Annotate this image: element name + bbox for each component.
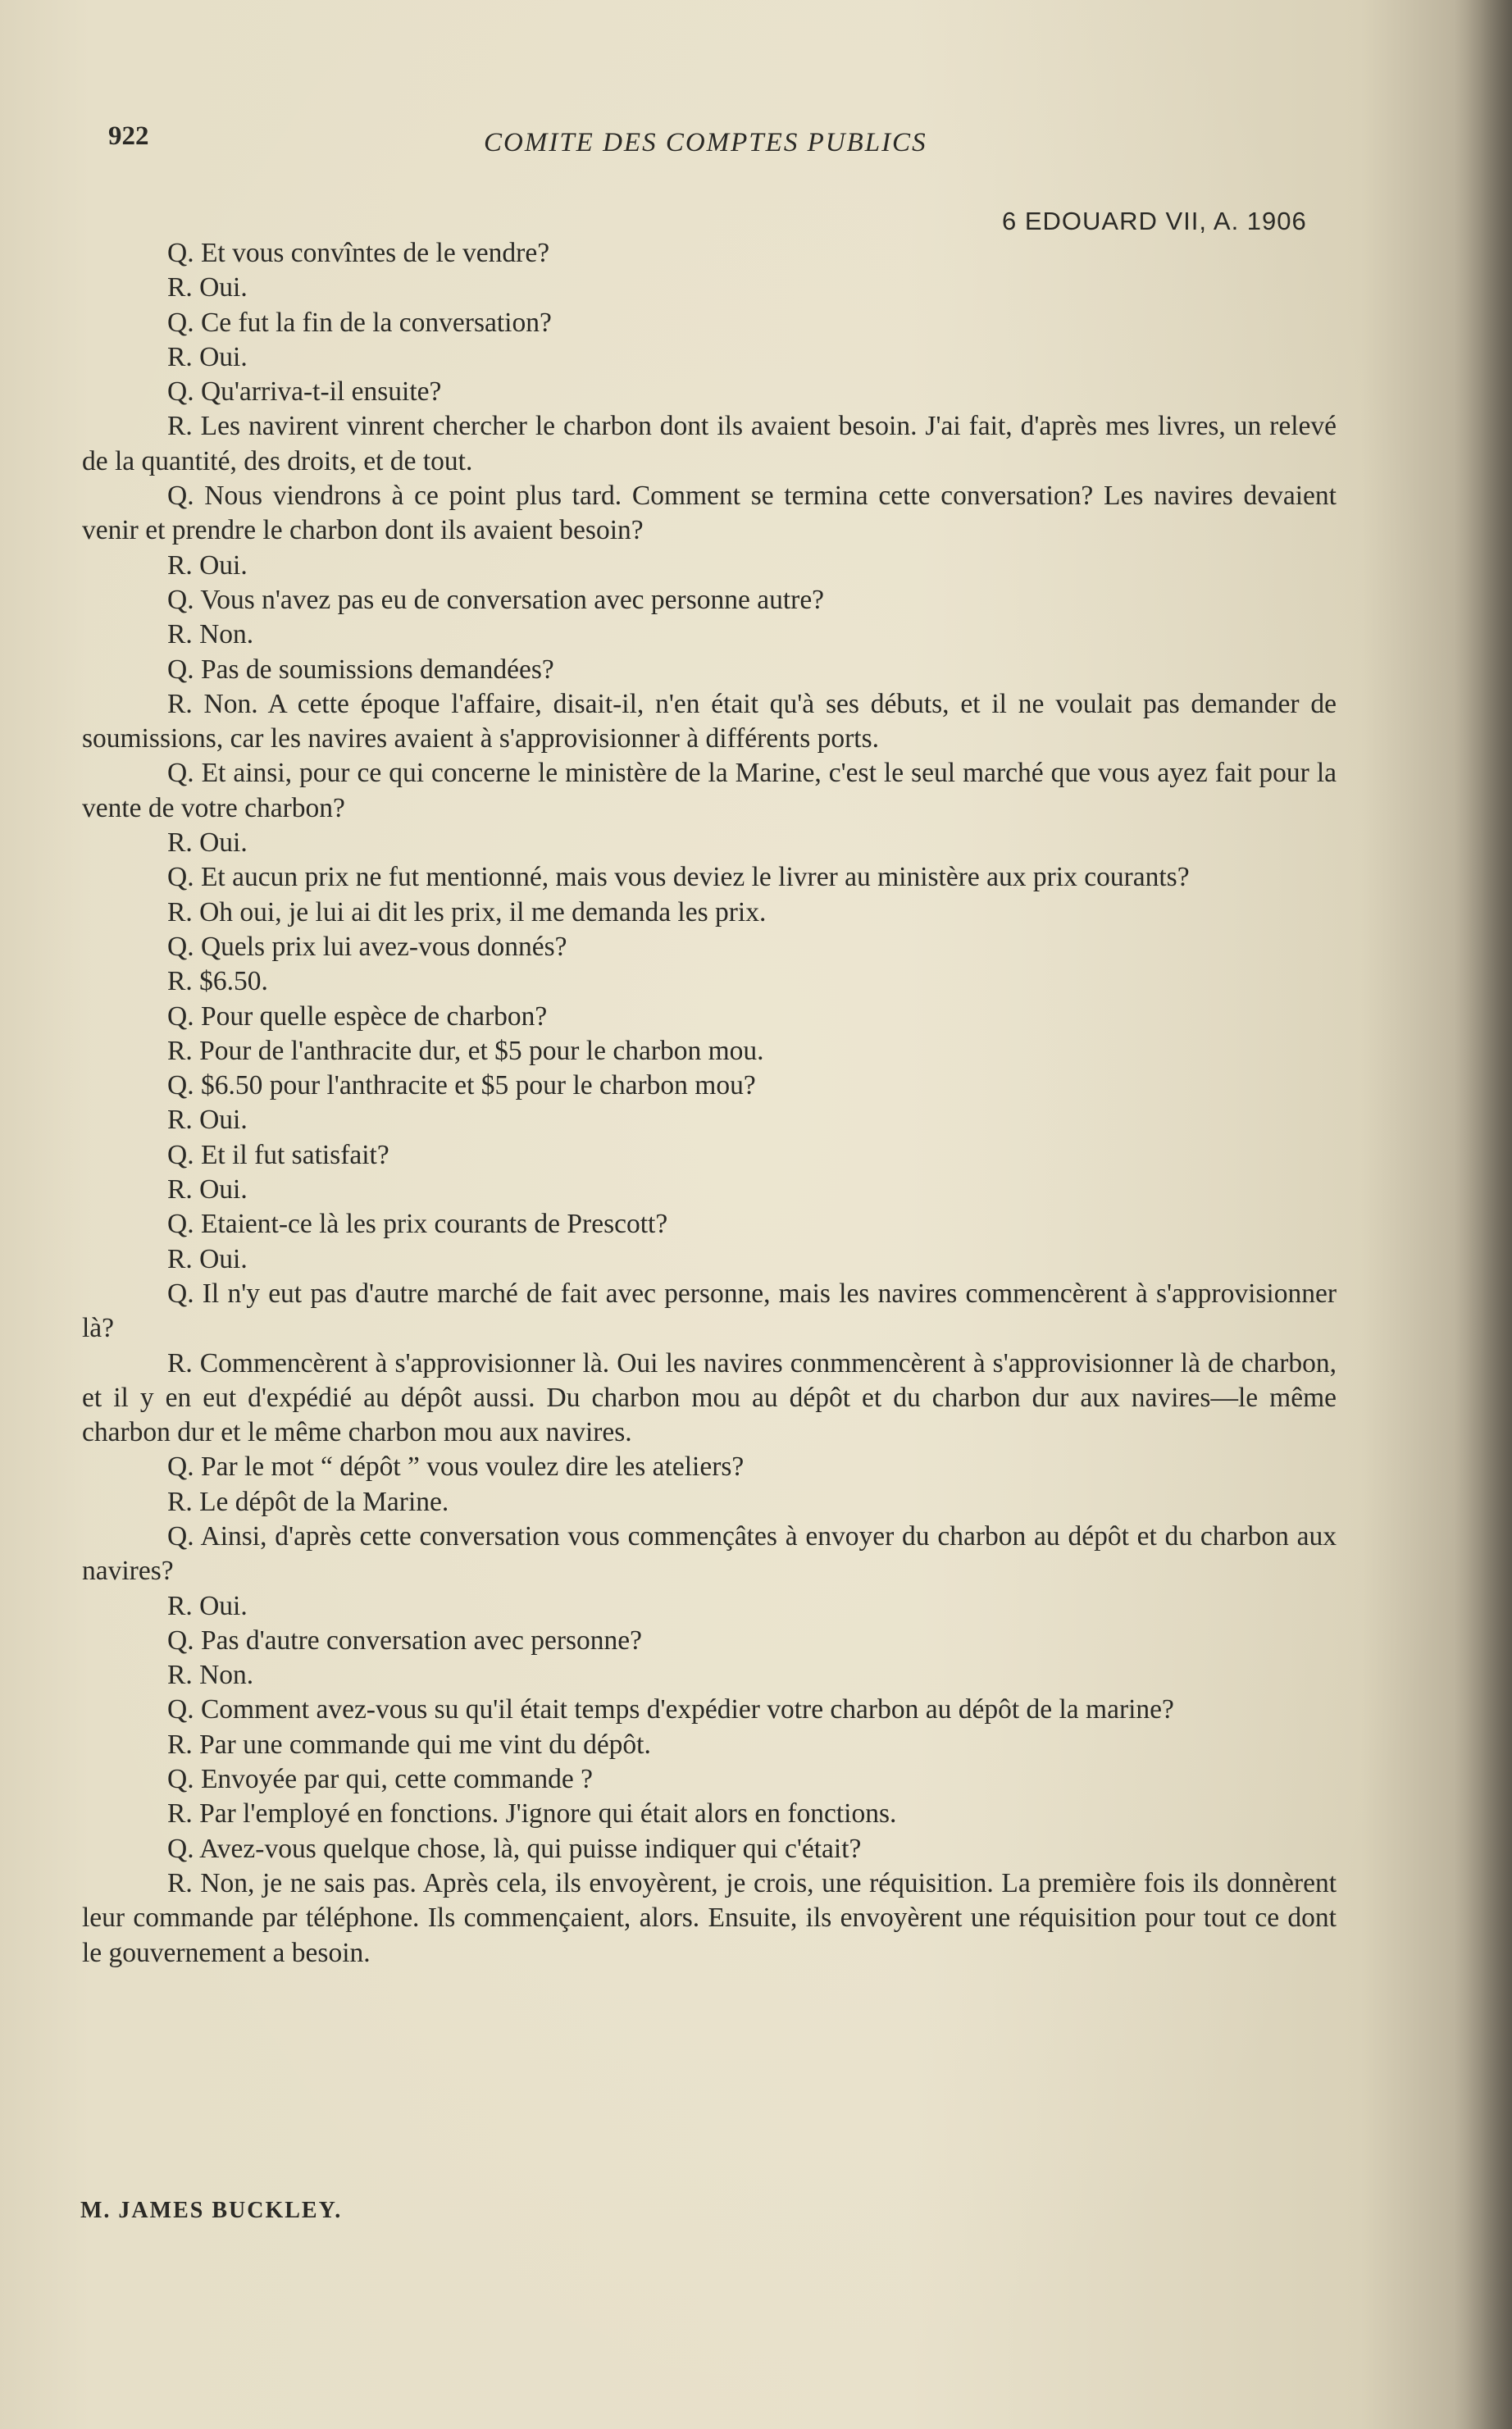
testimony-line: Q. Comment avez-vous su qu'il était temps d'expédier votre charbon au dépôt de la marine? <box>167 1694 1174 1725</box>
testimony-line: R. Non. A cette époque l'affaire, disait-il, n'en était qu'à ses débuts, et il ne voulait pas demander de soumissions, car les navires avaient à s'approvisionner à différents ports. <box>82 688 1337 754</box>
testimony-line: Q. Vous n'avez pas eu de conversation avec personne autre? <box>167 584 825 615</box>
testimony-line: R. Oui. <box>167 1105 248 1136</box>
testimony-line: R. Pour de l'anthracite dur, et $5 pour le charbon mou. <box>167 1035 764 1066</box>
testimony-line: R. Par une commande qui me vint du dépôt. <box>167 1729 651 1760</box>
testimony-line: R. $6.50. <box>167 966 268 997</box>
testimony-line: R. Oh oui, je lui ai dit les prix, il me demanda les prix. <box>167 896 767 927</box>
testimony-line: R. Oui. <box>167 341 248 372</box>
testimony-line: R. Oui. <box>167 272 248 303</box>
testimony-line: Q. Pour quelle espèce de charbon? <box>167 1000 548 1032</box>
testimony-line: Q. Par le mot “ dépôt ” vous voulez dire les ateliers? <box>167 1451 745 1483</box>
spine-shadow <box>1455 0 1512 2429</box>
session-reference: 6 EDOUARD VII, A. 1906 <box>1002 207 1307 235</box>
testimony-line: R. Le dépôt de la Marine. <box>167 1486 449 1517</box>
testimony-line: Q. Et ainsi, pour ce qui concerne le ministère de la Marine, c'est le seul marché que vous ayez fait pour la vente de votre charbon? <box>82 758 1337 823</box>
testimony-line: R. Commencèrent à s'approvisionner là. Oui les navires conmmencèrent à s'approvisionner là de charbon, et il y en eut d'expédié au dépôt aussi. Du charbon mou au dépôt et du charbon dur aux navires—le même charbon dur et le même charbon mou aux navires. <box>82 1347 1337 1448</box>
testimony-line: Q. Et aucun prix ne fut mentionné, mais vous deviez le livrer au ministère aux prix courants? <box>167 862 1190 893</box>
running-head: COMITE DES COMPTES PUBLICS <box>484 128 927 157</box>
testimony-line: Q. Pas d'autre conversation avec personne? <box>167 1625 643 1656</box>
testimony-line: Q. Pas de soumissions demandées? <box>167 654 554 685</box>
testimony-line: R. Non. <box>167 619 254 650</box>
testimony-line: Q. Et vous convîntes de le vendre? <box>167 238 550 268</box>
testimony-line: R. Oui. <box>167 1590 248 1621</box>
testimony-line: Q. Quels prix lui avez-vous donnés? <box>167 931 567 962</box>
page-number: 922 <box>108 121 149 151</box>
testimony-line: R. Non, je ne sais pas. Après cela, ils envoyèrent, je crois, une réquisition. La première fois ils donnèrent leur commande par téléphone. Ils commençaient, alors. Ensuite, ils envoyèrent une réquisition pour tout ce dont le gouvernement a besoin. <box>82 1867 1337 1968</box>
testimony-body <box>82 236 1337 1971</box>
testimony-line: Q. Ainsi, d'après cette conversation vous commençâtes à envoyer du charbon au dépôt et du charbon aux navires? <box>82 1520 1337 1587</box>
testimony-line: Q. Il n'y eut pas d'autre marché de fait avec personne, mais les navires commencèrent à s'approvisionner là? <box>82 1278 1337 1344</box>
testimony-line: R. Par l'employé en fonctions. J'ignore qui était alors en fonctions. <box>167 1798 897 1830</box>
testimony-line: Q. Avez-vous quelque chose, là, qui puisse indiquer qui c'était? <box>167 1833 862 1864</box>
testimony-line: R. Les navirent vinrent chercher le charbon dont ils avaient besoin. J'ai fait, d'après mes livres, un relevé de la quantité, des droits, et de tout. <box>82 411 1337 476</box>
testimony-line: R. Oui. <box>167 549 248 581</box>
testimony-line: Q. $6.50 pour l'anthracite et $5 pour le charbon mou? <box>167 1070 756 1101</box>
testimony-line: Q. Envoyée par qui, cette commande ? <box>167 1764 594 1795</box>
testimony-line: R. Oui. <box>167 1174 248 1205</box>
testimony-line: Q. Qu'arriva-t-il ensuite? <box>167 376 442 408</box>
testimony-line: R. Oui. <box>167 827 248 859</box>
witness-name: M. JAMES BUCKLEY. <box>80 2198 343 2223</box>
testimony-line: Q. Ce fut la fin de la conversation? <box>167 307 552 338</box>
testimony-line: Q. Etaient-ce là les prix courants de Prescott? <box>167 1209 668 1240</box>
testimony-line: R. Non. <box>167 1660 254 1691</box>
testimony-line: R. Oui. <box>167 1243 248 1274</box>
testimony-line: Q. Et il fut satisfait? <box>167 1139 389 1170</box>
testimony-line: Q. Nous viendrons à ce point plus tard. Comment se termina cette conversation? Les navires devaient venir et prendre le charbon dont ils avaient besoin? <box>82 481 1337 546</box>
